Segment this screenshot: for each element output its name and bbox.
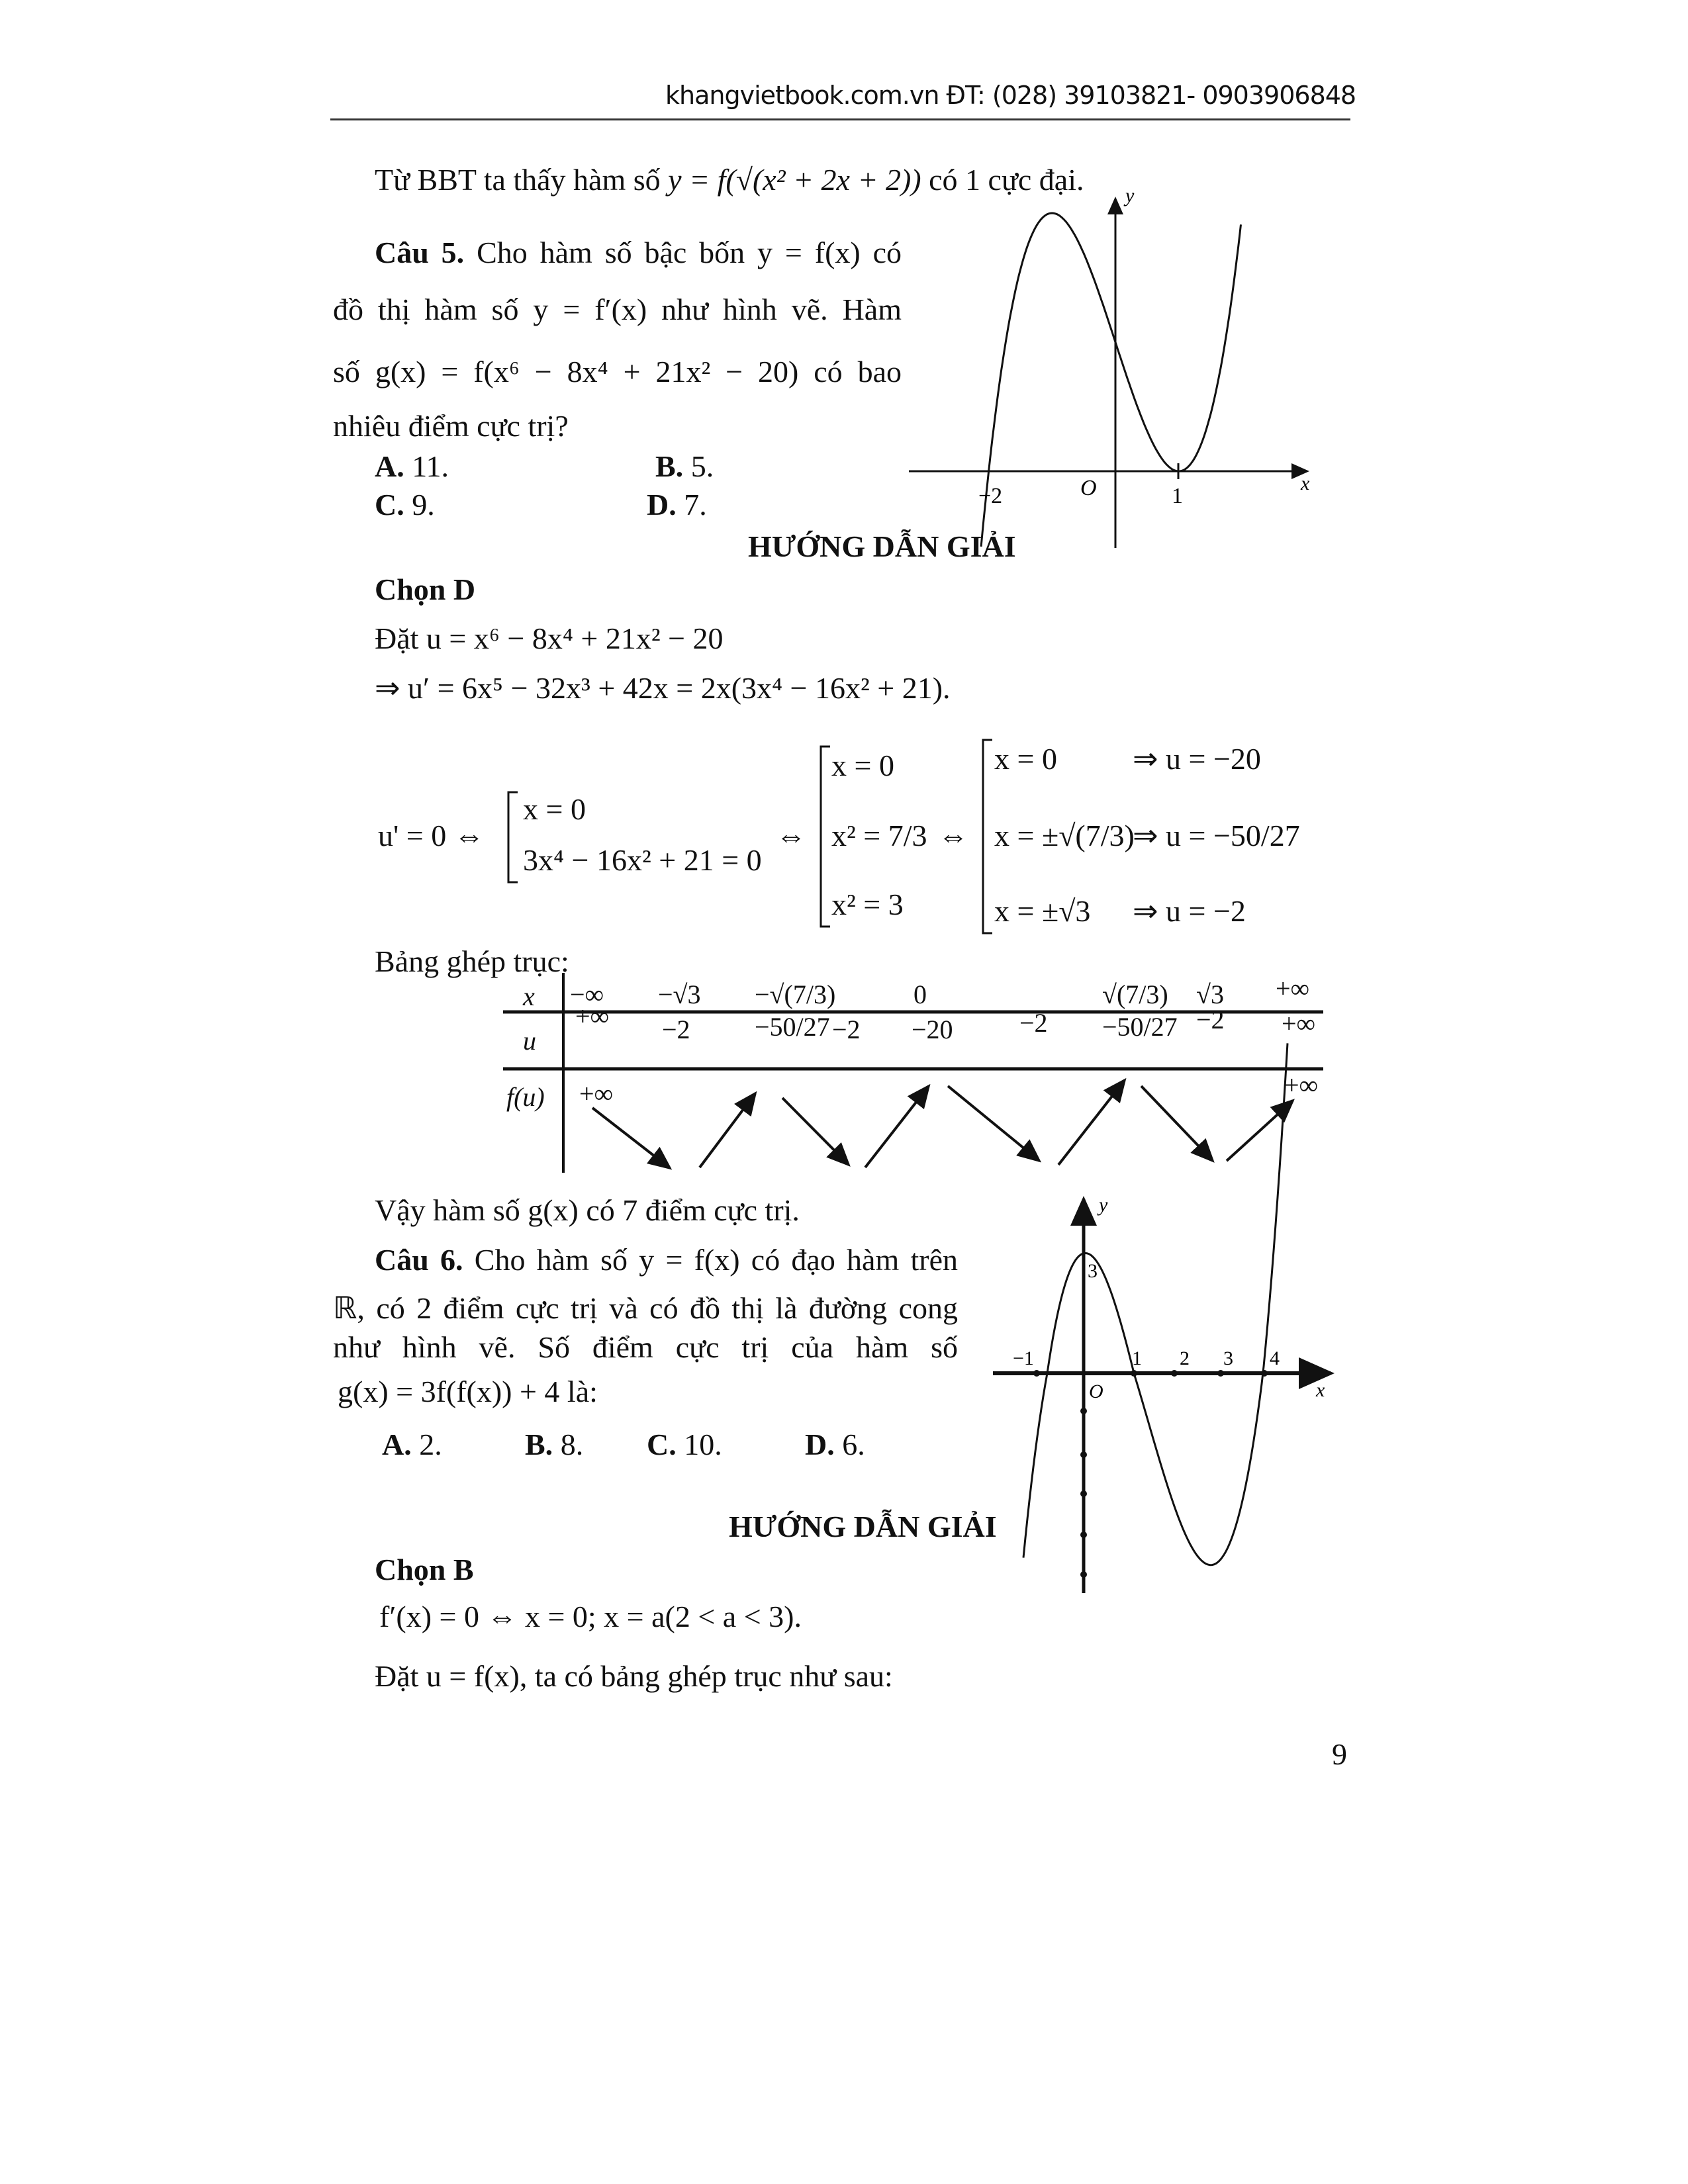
q6-solution-heading: HƯỚNG DẪN GIẢI: [729, 1510, 997, 1543]
q6-line-2: ℝ, có 2 điểm cực trị và có đồ thị là đường cong: [333, 1291, 958, 1325]
system-b1-0: x = 0: [523, 792, 586, 826]
table-u-value: −20: [912, 1015, 953, 1044]
q6-step-2: Đặt u = f(x), ta có bảng ghép trục như sau:: [375, 1659, 893, 1693]
graph1-origin-label: O: [1080, 476, 1097, 500]
q5-choice: Chọn D: [375, 572, 476, 606]
answer-key: B.: [655, 449, 684, 483]
q5-line-3: số g(x) = f(x⁶ − 8x⁴ + 21x² − 20) có bao: [333, 355, 902, 388]
q5-line-2: đồ thị hàm số y = f′(x) như hình vẽ. Hàm: [333, 293, 902, 326]
system-b3r-0: ⇒ u = −20: [1133, 742, 1261, 776]
graph2-tick-label: 4: [1270, 1347, 1280, 1369]
table-row-label-u: u: [523, 1026, 536, 1056]
graph2-y-tick: [1080, 1531, 1087, 1538]
page-number: 9: [1332, 1737, 1347, 1771]
table-u-value: +∞: [575, 1001, 610, 1031]
graph2-tick-label: −1: [1013, 1347, 1034, 1369]
system-b3-0: x = 0: [994, 742, 1057, 776]
graph1-tick-label: −2: [978, 484, 1003, 508]
q5-label: Câu 5.: [375, 236, 465, 269]
graph2-y-tick-label: 3: [1088, 1260, 1098, 1282]
q6-step-1: f′(x) = 0 ⇔ x = 0; x = a(2 < a < 3).: [379, 1600, 802, 1633]
graph2-x-tick: [1033, 1370, 1040, 1377]
graph2-y-tick: [1080, 1490, 1087, 1497]
table-u-value: −2: [1019, 1008, 1048, 1038]
table-u-value: −2: [1196, 1005, 1225, 1034]
header-site-info: khangvietbook.com.vn ĐT: (028) 39103821- 0903906848: [665, 81, 1356, 110]
q6-text: Cho hàm số y = f(x) có đạo hàm trên: [474, 1243, 958, 1277]
graph1-tick-label: 1: [1172, 484, 1183, 508]
q5-step-2: ⇒ u′ = 6x⁵ − 32x³ + 42x = 2x(3x⁴ − 16x² + 21).: [375, 671, 951, 705]
table-u-value: −2: [832, 1015, 861, 1044]
q5-solution-heading: HƯỚNG DẪN GIẢI: [748, 529, 1016, 563]
table-u-value: −2: [662, 1015, 690, 1044]
answer-value: 5.: [690, 449, 714, 483]
system-b3r-1: ⇒ u = −50/27: [1133, 819, 1300, 852]
answer-key: A.: [382, 1428, 412, 1461]
answer-value: 7.: [684, 488, 707, 522]
answer-value: 9.: [412, 488, 435, 522]
answer-key: C.: [375, 488, 404, 522]
variation-arrow: [592, 1108, 670, 1168]
bracket-2: [821, 747, 830, 927]
variation-arrow: [1141, 1086, 1213, 1161]
q6-label: Câu 6.: [375, 1243, 463, 1277]
system-lhs: u' = 0 ⇔: [378, 819, 485, 852]
q6-line-3: như hình vẽ. Số điểm cực trị của hàm số: [333, 1330, 958, 1364]
bracket-3: [983, 740, 992, 933]
bracket-1: [508, 792, 518, 882]
answer-key: C.: [647, 1428, 677, 1461]
variation-arrow: [782, 1098, 849, 1165]
table-x-value: √3: [1196, 979, 1224, 1009]
system-b2-1: x² = 7/3: [831, 819, 927, 852]
answer-value: 2.: [419, 1428, 442, 1461]
system-b3r-2: ⇒ u = −2: [1133, 894, 1246, 928]
table-x-value: 0: [914, 979, 927, 1009]
table-u-value: −50/27: [1102, 1012, 1178, 1042]
graph2-x-tick: [1171, 1370, 1178, 1377]
graph2-x-tick: [1217, 1370, 1224, 1377]
intro-text: Từ BBT ta thấy hàm số: [375, 163, 661, 197]
table-row-label-x: x: [523, 981, 535, 1011]
graph2-y-tick: [1080, 1451, 1087, 1458]
answer-value: 6.: [842, 1428, 865, 1461]
table-intro: Bảng ghép trục:: [375, 944, 569, 978]
table-x-value: √(7/3): [1102, 979, 1168, 1009]
table-x-value: +∞: [1276, 974, 1310, 1003]
table-x-value: −∞: [570, 979, 604, 1009]
system-b1-1: 3x⁴ − 16x² + 21 = 0: [523, 843, 762, 877]
graph2-tick-label: 1: [1132, 1347, 1142, 1369]
answer-key: B.: [525, 1428, 553, 1461]
variation-arrow: [700, 1093, 755, 1167]
answer-key: D.: [805, 1428, 835, 1461]
q5-text: Cho hàm số bậc bốn y = f(x) có: [477, 236, 902, 269]
table-x-value: −√(7/3): [755, 979, 836, 1009]
q6-choice: Chọn B: [375, 1553, 474, 1586]
answer-value: 8.: [560, 1428, 584, 1461]
table-row-label-fu: f(u): [506, 1082, 545, 1112]
graph1-x-label: x: [1301, 473, 1310, 494]
graph2-x-label: x: [1316, 1379, 1325, 1401]
graph2-tick-label: 2: [1180, 1347, 1190, 1369]
graph2-origin-label: O: [1089, 1381, 1103, 1402]
intro-math: y = f(√(x² + 2x + 2)): [668, 163, 921, 197]
answer-value: 11.: [412, 449, 449, 483]
table-u-value: +∞: [1282, 1009, 1316, 1038]
graph2-y-label: y: [1099, 1194, 1108, 1216]
variation-arrow: [865, 1086, 929, 1167]
system-b2-0: x = 0: [831, 749, 894, 782]
table-fu-value: +∞: [1284, 1070, 1319, 1100]
variation-arrow: [948, 1086, 1039, 1161]
graph2-y-tick: [1080, 1408, 1087, 1414]
answer-key: D.: [647, 488, 677, 522]
table-x-value: −√3: [658, 979, 701, 1009]
answer-key: A.: [375, 449, 404, 483]
q5-conclusion: Vậy hàm số g(x) có 7 điểm cực trị.: [375, 1193, 800, 1227]
intro-post: có 1 cực đại.: [929, 163, 1084, 197]
system-equiv-2: ⇔: [938, 819, 968, 852]
q6-line-4: g(x) = 3f(f(x)) + 4 là:: [338, 1375, 598, 1408]
graph1-y-label: y: [1125, 185, 1135, 206]
q5-line-4: nhiêu điểm cực trị?: [333, 409, 569, 443]
graph2-curve: [1023, 1043, 1288, 1565]
system-equiv-1: ⇔: [776, 819, 806, 852]
q5-step-1: Đặt u = x⁶ − 8x⁴ + 21x² − 20: [375, 621, 724, 655]
variation-arrow: [1058, 1080, 1125, 1165]
answer-value: 10.: [684, 1428, 722, 1461]
table-u-value: −50/27: [755, 1012, 830, 1042]
graph1-curve: [981, 213, 1241, 547]
system-b2-2: x² = 3: [831, 887, 904, 921]
graph2-tick-label: 3: [1223, 1347, 1233, 1369]
system-b3-2: x = ±√3: [994, 894, 1091, 928]
table-fu-value: +∞: [579, 1079, 614, 1109]
system-b3-1: x = ±√(7/3): [994, 819, 1135, 852]
graph2-y-tick: [1080, 1571, 1087, 1578]
